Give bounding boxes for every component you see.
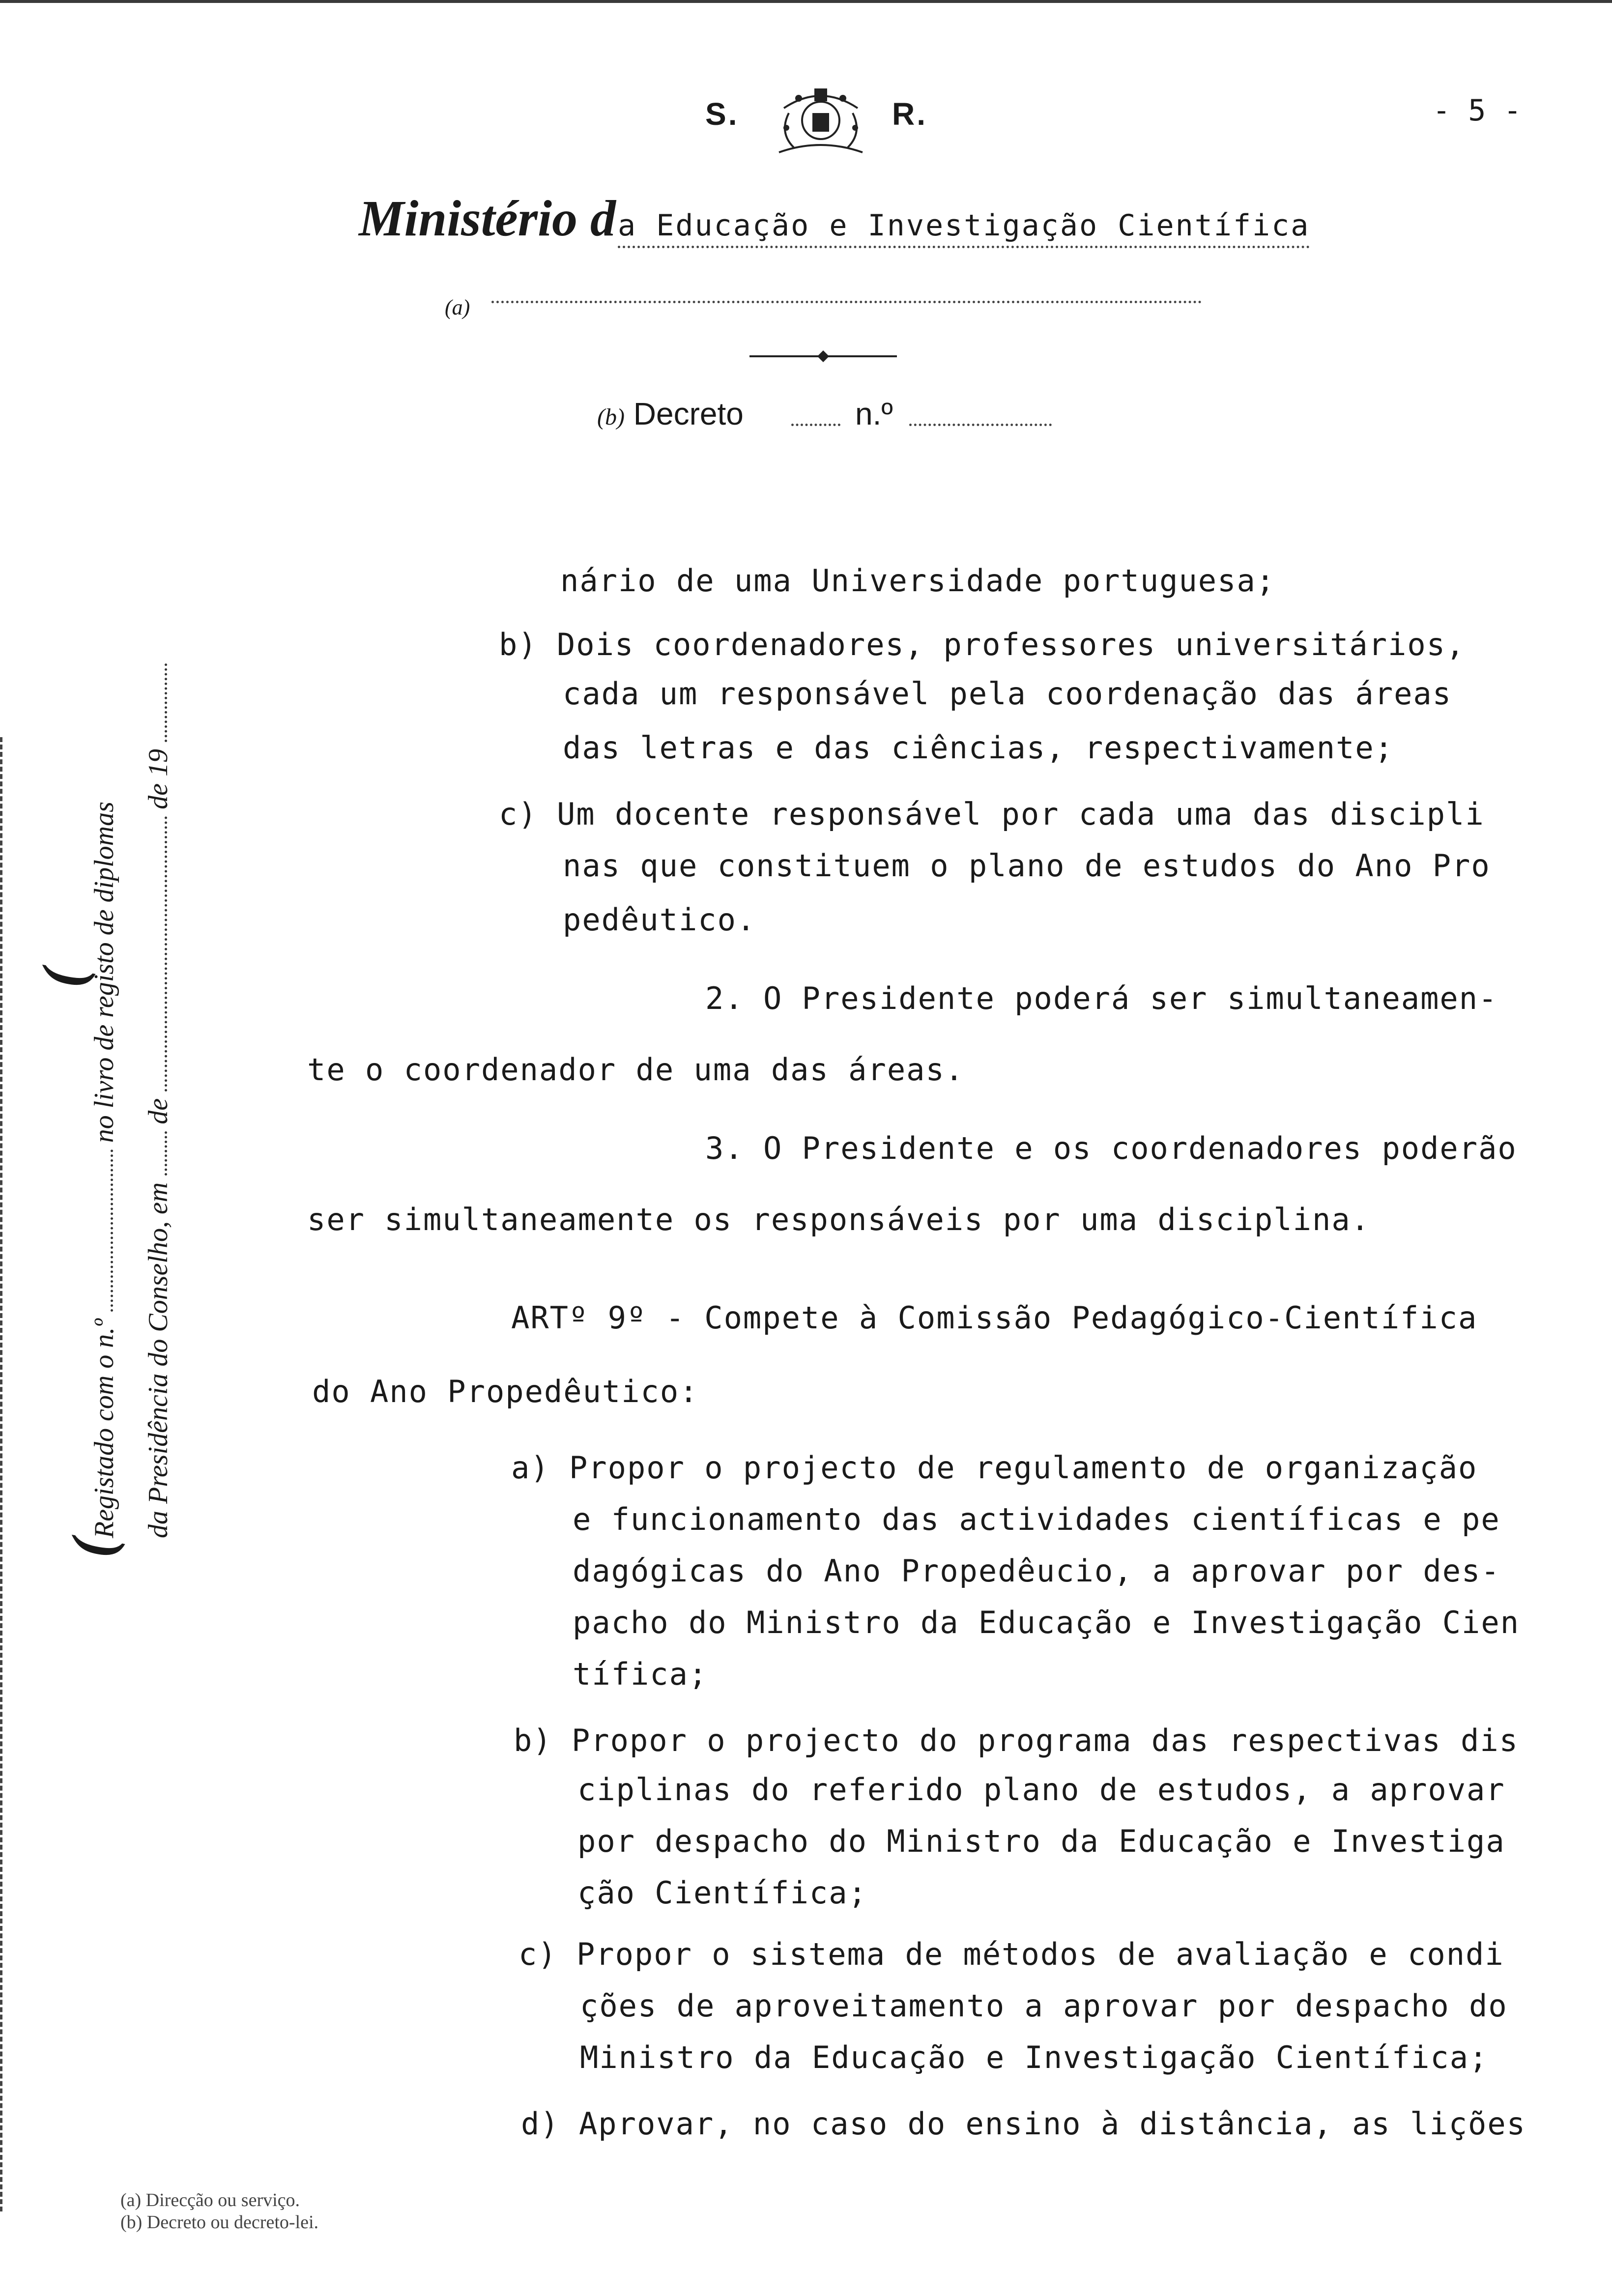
art9-item-a-line-4: pacho do Ministro da Educação e Investigação Cien <box>573 1605 1520 1640</box>
divider-ornament <box>749 349 897 364</box>
article-9-heading: ARTº 9º - Compete à Comissão Pedagógico-Científica <box>511 1300 1478 1336</box>
header-r: R. <box>892 96 927 132</box>
decreto-label: Decreto <box>633 396 744 431</box>
art9-item-b-line-1: b) Propor o projecto do programa das respectivas dis <box>514 1722 1519 1758</box>
registado-number-field <box>111 1149 113 1312</box>
art9-item-c-line-1: c) Propor o sistema de métodos de avaliação e condi <box>518 1936 1504 1972</box>
direction-dotted-line <box>491 301 1202 303</box>
item-b-line-1: b) Dois coordenadores, professores universitários, <box>499 627 1466 662</box>
art9-item-b-line-2: ciplinas do referido plano de estudos, a aprovar <box>577 1772 1505 1808</box>
item-c-line-1: c) Um docente responsável por cada uma das discipli <box>499 796 1485 832</box>
decreto-line <box>597 396 744 432</box>
decreto-dotted-line <box>791 424 840 426</box>
art9-item-d-line-1: d) Aprovar, no caso do ensino à distância, as lições <box>521 2106 1526 2142</box>
header-s: S. <box>705 96 739 132</box>
item-c-line-3: pedêutico. <box>563 902 756 938</box>
art9-item-a-line-2: e funcionamento das actividades científicas e pe <box>573 1501 1500 1537</box>
ministry-name: a Educação e Investigação Científica <box>618 208 1310 248</box>
paragraph-3-line-2: ser simultaneamente os responsáveis por uma disciplina. <box>307 1202 1370 1237</box>
item-b-line-3: das letras e das ciências, respectivamente; <box>563 730 1394 766</box>
label-a: (a) <box>445 295 470 319</box>
binding-edge <box>0 737 5 2211</box>
numero-label: n.º <box>855 396 893 431</box>
art9-item-a-line-5: tífica; <box>573 1656 708 1692</box>
margin-brace-2: ( <box>30 968 96 988</box>
art9-item-c-line-3: Ministro da Educação e Investigação Científica; <box>580 2039 1489 2075</box>
body-line-1: nário de uma Universidade portuguesa; <box>560 563 1276 599</box>
paragraph-3-line-1: 3. O Presidente e os coordenadores poderão <box>705 1130 1517 1166</box>
presidencia-label: da Presidência do Conselho, em <box>143 1182 173 1538</box>
ministry-heading <box>359 189 1310 248</box>
item-b-line-2: cada um responsável pela coordenação das áreas <box>563 676 1452 712</box>
livro-label: no livro de registo de diplomas <box>89 802 119 1143</box>
paragraph-2-line-2: te o coordenador de uma das áreas. <box>307 1052 965 1088</box>
top-border <box>0 0 1612 3</box>
art9-item-a-line-3: dagógicas do Ano Propedêucio, a aprovar por des- <box>573 1553 1500 1589</box>
margin-registration <box>30 604 197 1558</box>
registado-label: Registado com o n.º <box>89 1319 119 1538</box>
art9-item-c-line-2: ções de aproveitamento a aprovar por despacho do <box>580 1988 1508 2024</box>
article-9-line-2: do Ano Propedêutico: <box>312 1374 699 1409</box>
year-label: de 19 <box>143 749 173 809</box>
de-label: de <box>143 1098 173 1124</box>
ministry-lead: Ministério d <box>359 190 616 247</box>
item-c-line-2: nas que constituem o plano de estudos do Ano Pro <box>563 848 1491 884</box>
label-b: (b) <box>597 404 625 430</box>
numero-dotted-line <box>909 424 1052 426</box>
margin-brace-1: ( <box>60 1538 125 1558</box>
date-month-field <box>165 816 167 1091</box>
page-number: - 5 - <box>1433 93 1522 128</box>
coat-of-arms-icon <box>769 79 872 162</box>
art9-item-b-line-4: ção Científica; <box>577 1875 867 1911</box>
date-day-field <box>165 1131 167 1176</box>
margin-line-2 <box>143 604 197 1538</box>
footnote-b: (b) Decreto ou decreto-lei. <box>120 2212 319 2233</box>
footnote-a: (a) Direcção ou serviço. <box>120 2190 300 2210</box>
art9-item-b-line-3: por despacho do Ministro da Educação e Investiga <box>577 1823 1505 1859</box>
paragraph-2-line-1: 2. O Presidente poderá ser simultaneamen- <box>705 980 1498 1016</box>
margin-line-1 <box>30 604 143 1558</box>
date-year-field <box>165 663 167 742</box>
art9-item-a-line-1: a) Propor o projecto de regulamento de organização <box>511 1450 1478 1486</box>
